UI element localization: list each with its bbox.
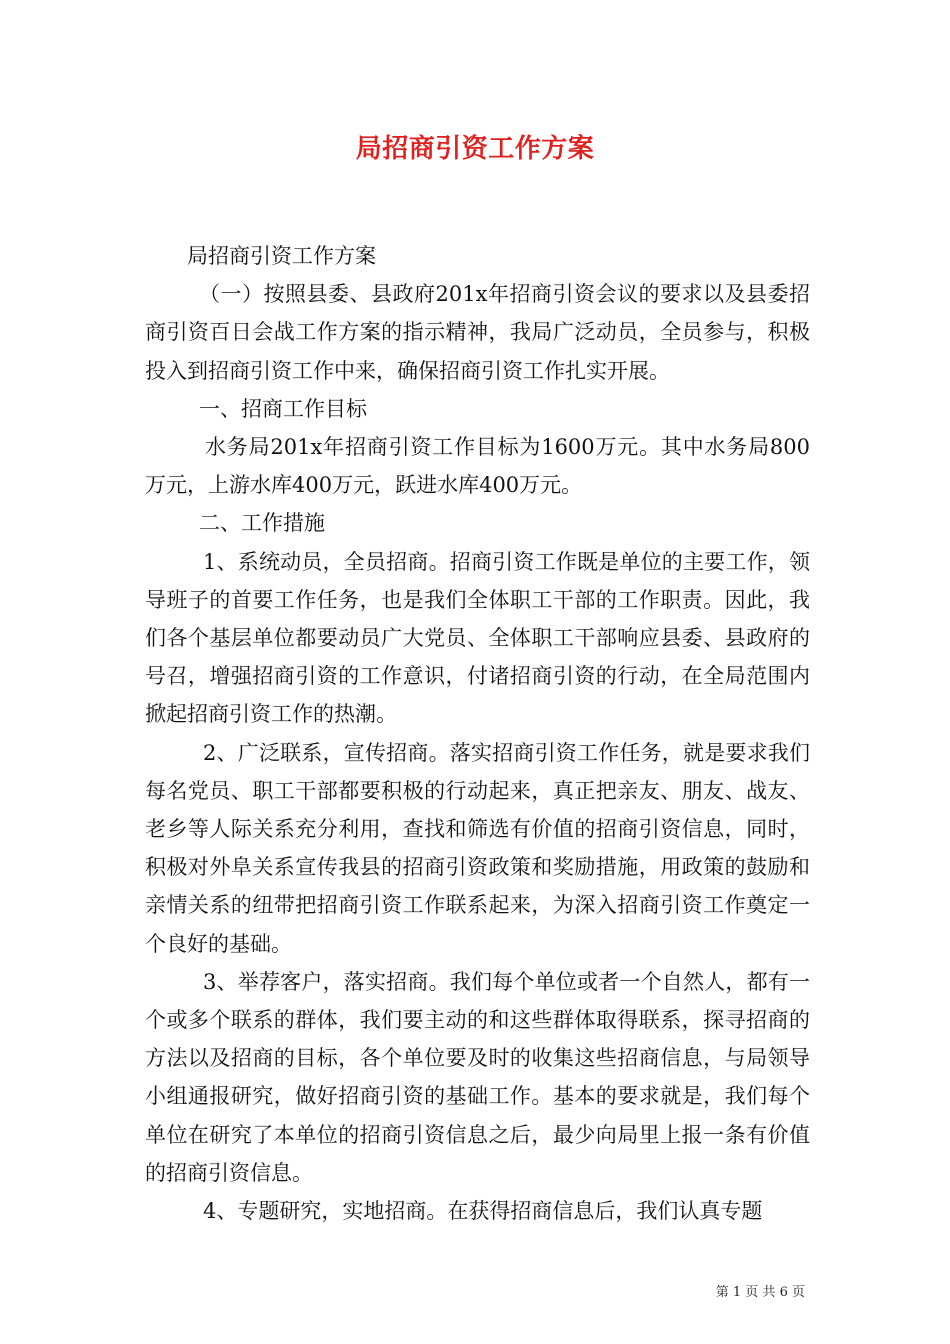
paragraph-intro: （一）按照县委、县政府201x年招商引资会议的要求以及县委招商引资百日会战工作方案的指示精神，我局广泛动员，全员参与，积极投入到招商引资工作中来，确保招商引资工作扎实开展。	[145, 282, 810, 383]
paragraph-goals: 水务局201x年招商引资工作目标为1600万元。其中水务局800万元，上游水库400万元，跃进水库400万元。	[145, 435, 810, 498]
paragraph-subtitle: 局招商引资工作方案	[187, 244, 376, 268]
paragraph-measure-3: 3、举荐客户，落实招商。我们每个单位或者一个自然人，都有一个或多个联系的群体，我们要主动的和这些群体取得联系，探寻招商的方法以及招商的目标，各个单位要及时的收集这些招商信息，与局领导小组通报研究，做好招商引资的基础工作。基本的要求就是，我们每个单位在研究了本单位的招商引资信息之后，最少向局里上报一条有价值的招商引资信息。	[145, 969, 810, 1185]
page-number-footer	[716, 1281, 805, 1300]
section-heading-measures: 二、工作措施	[199, 511, 325, 536]
document-title: 局招商引资工作方案	[355, 134, 595, 164]
paragraph-measure-2: 2、广泛联系，宣传招商。落实招商引资工作任务，就是要求我们每名党员、职工干部都要积极的行动起来，真正把亲友、朋友、战友、老乡等人际关系充分利用，查找和筛选有价值的招商引资信息，同时，积极对外阜关系宣传我县的招商引资政策和奖励措施，用政策的鼓励和亲情关系的纽带把招商引资工作联系起来，为深入招商引资工作奠定一个良好的基础。	[145, 740, 810, 956]
footer-current-page: 1	[732, 1285, 742, 1300]
footer-prefix: 第	[715, 1285, 729, 1300]
footer-suffix: 页	[791, 1285, 805, 1300]
paragraph-measure-4: 4、专题研究，实地招商。在获得招商信息后，我们认真专题	[203, 1199, 763, 1224]
section-heading-goals: 一、招商工作目标	[199, 396, 367, 421]
paragraph-measure-1: 1、系统动员，全员招商。招商引资工作既是单位的主要工作，领导班子的首要工作任务，也是我们全体职工干部的工作职责。因此，我们各个基层单位都要动员广大党员、全体职工干部响应县委、县政府的号召，增强招商引资的工作意识，付诸招商引资的行动，在全局范围内掀起招商引资工作的热潮。	[145, 549, 810, 727]
document-body	[145, 237, 810, 1230]
footer-total-pages: 6	[779, 1285, 788, 1300]
footer-middle: 页 共	[745, 1285, 776, 1300]
